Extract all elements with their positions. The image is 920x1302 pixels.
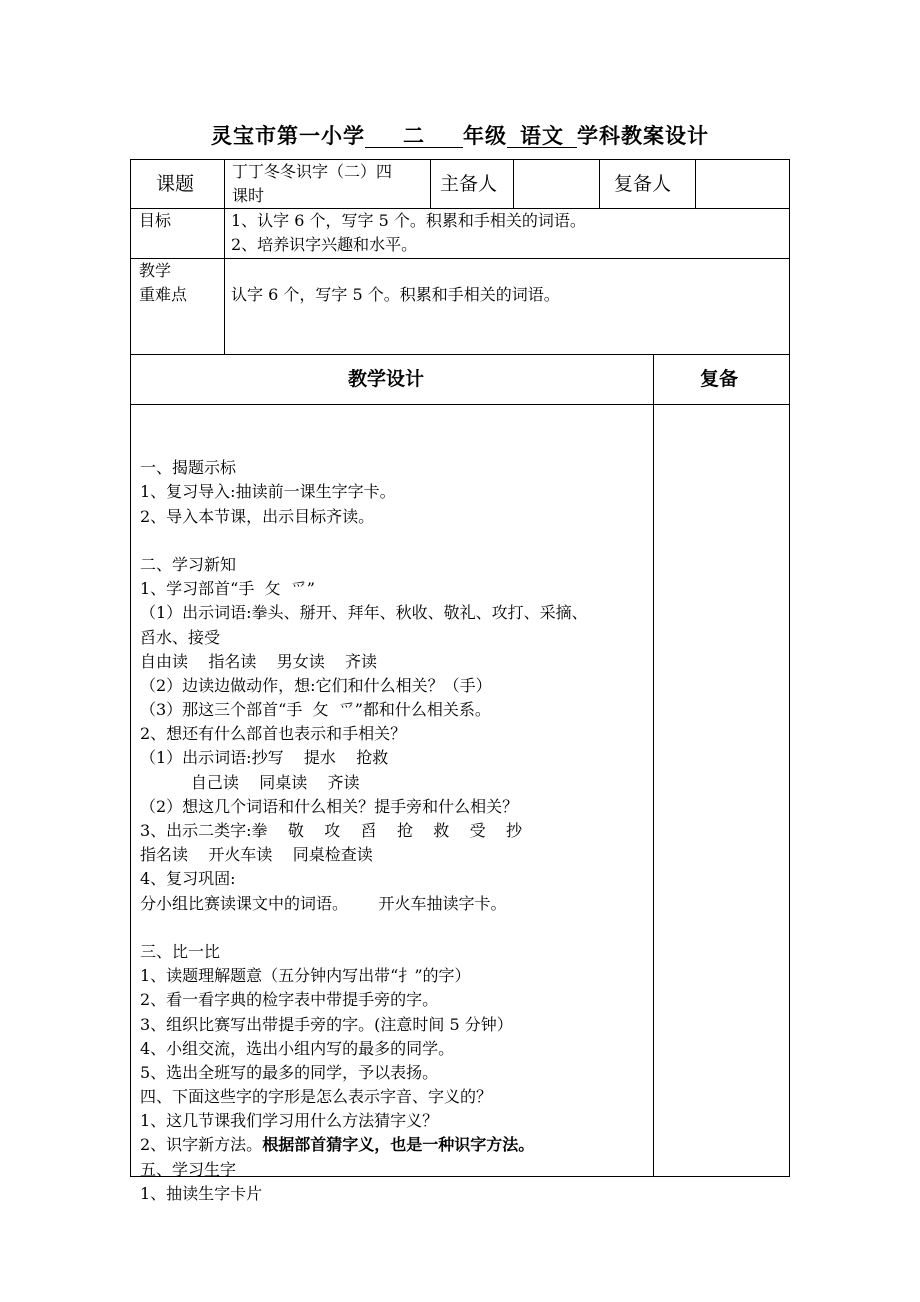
key-points-value: 认字 6 个，写字 5 个。积累和手相关的词语。: [231, 285, 560, 304]
design-line: （1）出示词语:拳头、掰开、拜年、秋收、敬礼、攻打、采摘、: [140, 603, 588, 623]
table-divider: [130, 354, 790, 355]
table-divider: [430, 159, 431, 209]
preparer-label: 主备人: [440, 173, 498, 195]
table-divider: [513, 159, 514, 209]
grade-field: 二: [365, 125, 463, 148]
title-suffix: 学科教案设计: [577, 124, 709, 148]
table-border-right: [789, 159, 790, 1177]
design-header: 教学设计: [348, 368, 425, 390]
goals-label: 目标: [139, 211, 172, 230]
design-line: 一、揭题示标: [140, 458, 237, 478]
topic-value-line1: 丁丁冬冬识字（二）四: [232, 162, 393, 181]
topic-value-line2: 课时: [232, 186, 265, 205]
design-line: 5、选出全班写的最多的同学，予以表扬。: [140, 1062, 439, 1082]
grade-suffix: 年级: [463, 124, 507, 148]
design-line: （3）那这三个部首“手 攵 爫”都和什么相关系。: [140, 700, 491, 720]
design-line: [140, 916, 588, 940]
design-line: 3、出示二类字:拳 敬 攻 舀 抢 救 受 抄: [140, 821, 522, 840]
design-line: 1、抽读生字卡片: [140, 1183, 263, 1203]
method-line: [140, 1133, 588, 1157]
design-line: （2）想这几个词语和什么相关？提手旁和什么相关？: [140, 796, 519, 816]
design-line: 五、学习生字: [140, 1159, 237, 1179]
design-line: 自己读 同桌读 齐读: [140, 772, 360, 792]
table-divider: [695, 159, 696, 209]
page-title: [0, 118, 920, 154]
design-line: 1、读题理解题意（五分钟内写出带“扌”的字）: [140, 966, 471, 986]
design-line: 1、这几节课我们学习用什么方法猜字义？: [140, 1111, 439, 1131]
goals-line: 2、培养识字兴趣和水平。: [231, 235, 418, 254]
reviewer-label: 复备人: [614, 173, 672, 195]
table-divider: [130, 404, 790, 405]
method-line-emphasis: 根据部首猜字义，也是一种识字方法。: [262, 1135, 535, 1155]
design-line: 二、学习新知: [140, 554, 237, 574]
key-points-label: 重难点: [139, 285, 188, 304]
goals-line: 1、认字 6 个，写字 5 个。积累和手相关的词语。: [231, 211, 586, 230]
table-border-left: [130, 159, 131, 1177]
table-divider: [653, 354, 654, 1177]
design-line: 指名读 开火车读 同桌检查读: [140, 845, 373, 865]
design-line: [140, 432, 588, 456]
design-line: 三、比一比: [140, 941, 221, 961]
method-line-prefix: 2、识字新方法。: [140, 1135, 263, 1155]
design-line: 1、复习导入:抽读前一课生字字卡。: [140, 482, 396, 502]
design-line: 1、学习部首“手 攵 爫”: [140, 579, 315, 599]
topic-label: 课题: [156, 173, 195, 195]
key-points-label: 教学: [139, 261, 172, 280]
table-divider: [599, 159, 600, 209]
subject-field: 语文: [507, 125, 577, 148]
design-line: 3、组织比赛写出带提手旁的字。(注意时间 5 分钟）: [140, 1014, 513, 1034]
review-header: 复备: [700, 368, 739, 390]
teaching-design-content: [140, 432, 588, 1206]
design-line: 四、下面这些字的字形是怎么表示字音、字义的？: [140, 1087, 493, 1107]
table-divider: [130, 258, 790, 259]
table-divider: [224, 159, 225, 355]
design-line: [140, 529, 588, 553]
design-line: （2）边读边做动作，想:它们和什么相关？（手）: [140, 675, 492, 695]
design-line: 2、看一看字典的检字表中带提手旁的字。: [140, 990, 439, 1010]
design-line: 自由读 指名读 男女读 齐读: [140, 651, 378, 671]
design-line: （1）出示词语:抄写 提水 抢救: [140, 748, 389, 768]
school-name: 灵宝市第一小学: [211, 124, 365, 148]
design-line: 分小组比赛读课文中的词语。 开火车抽读字卡。: [140, 893, 507, 913]
design-line: 2、想还有什么部首也表示和手相关？: [140, 724, 407, 744]
table-border-top: [130, 159, 790, 160]
design-line: 4、复习巩固:: [140, 869, 236, 889]
design-line: 舀水、接受: [140, 627, 221, 647]
design-line: 2、导入本节课，出示目标齐读。: [140, 506, 375, 526]
design-line: 4、小组交流，选出小组内写的最多的同学。: [140, 1038, 455, 1058]
